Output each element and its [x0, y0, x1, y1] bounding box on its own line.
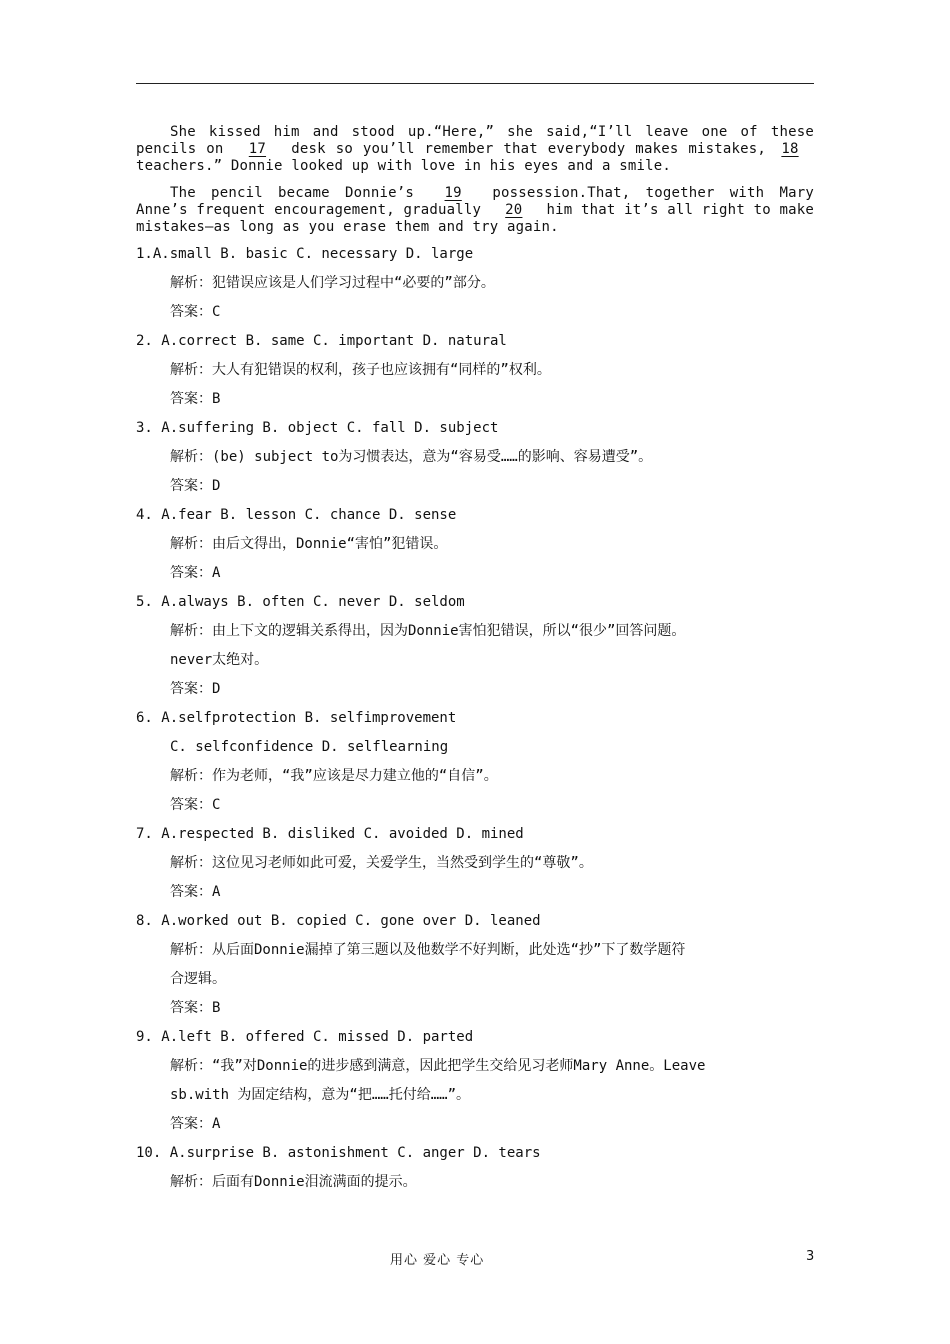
question-options: 2. A.correct B. same C. important D. natural: [136, 333, 507, 349]
question-answer: 答案：D: [170, 681, 221, 697]
question-explanation-continued: sb.with 为固定结构，意为“把……托付给……”。: [170, 1087, 471, 1103]
question-4: [136, 501, 814, 588]
question-answer: 答案：B: [170, 1000, 221, 1016]
question-options: 7. A.respected B. disliked C. avoided D. mined: [136, 826, 524, 842]
question-options: 5. A.always B. often C. never D. seldom: [136, 594, 465, 610]
question-answer: 答案：C: [170, 797, 221, 813]
question-options: 3. A.suffering B. object C. fall D. subject: [136, 420, 499, 436]
question-explanation: 解析：(be) subject to为习惯表达，意为“容易受……的影响、容易遭受”。: [170, 449, 653, 465]
question-options-continued: C. selfconfidence D. selflearning: [170, 739, 449, 755]
question-explanation-continued: never太绝对。: [170, 652, 269, 668]
blank-20: 20: [505, 202, 523, 218]
question-1: [136, 240, 814, 327]
question-8: [136, 907, 814, 1023]
question-answer: 答案：A: [170, 1116, 221, 1132]
question-explanation: 解析：大人有犯错误的权利，孩子也应该拥有“同样的”权利。: [170, 362, 551, 378]
header-rule: [136, 83, 814, 84]
question-explanation: 解析：“我”对Donnie的进步感到满意，因此把学生交给见习老师Mary Anne。Leave: [170, 1058, 706, 1074]
question-options: 10. A.surprise B. astonishment C. anger D. tears: [136, 1145, 541, 1161]
question-explanation: 解析：这位见习老师如此可爱，关爱学生，当然受到学生的“尊敬”。: [170, 855, 593, 871]
question-explanation-continued: 合逻辑。: [170, 971, 226, 987]
question-answer: 答案：D: [170, 478, 221, 494]
question-explanation: 解析：犯错误应该是人们学习过程中“必要的”部分。: [170, 275, 495, 291]
question-options: 4. A.fear B. lesson C. chance D. sense: [136, 507, 457, 523]
question-list: [136, 240, 814, 1197]
question-options: 6. A.selfprotection B. selfimprovement: [136, 710, 457, 726]
question-answer: 答案：B: [170, 391, 221, 407]
blank-19: 19: [444, 185, 462, 201]
passage-paragraph-1: She kissed him and stood up.“Here,” she said,“I’ll leave one of these pencils on 17 desk so you’ll remember that everybody makes mistakes, 18 teachers.” Donnie looked up with love in his eyes and a smile.: [136, 124, 814, 174]
question-explanation: 解析：由上下文的逻辑关系得出，因为Donnie害怕犯错误，所以“很少”回答问题。: [170, 623, 686, 639]
question-explanation: 解析：由后文得出，Donnie“害怕”犯错误。: [170, 536, 448, 552]
question-2: [136, 327, 814, 414]
passage-paragraph-2: The pencil became Donnie’s 19 possession.That, together with Mary Anne’s frequent encouragement, gradually 20 him that it’s all right to make mistakes—as long as you erase them and try again.: [136, 185, 814, 235]
question-3: [136, 414, 814, 501]
document-content: [136, 124, 814, 1197]
question-10: [136, 1139, 814, 1197]
page-number: 3: [806, 1249, 815, 1264]
question-options: 8. A.worked out B. copied C. gone over D. leaned: [136, 913, 541, 929]
question-answer: 答案：A: [170, 884, 221, 900]
blank-18: 18: [781, 141, 799, 157]
question-5: [136, 588, 814, 704]
blank-17: 17: [248, 141, 267, 157]
question-7: [136, 820, 814, 907]
question-answer: 答案：C: [170, 304, 221, 320]
question-explanation: 解析：从后面Donnie漏掉了第三题以及他数学不好判断，此处选“抄”下了数学题符: [170, 942, 686, 958]
question-explanation: 解析：作为老师，“我”应该是尽力建立他的“自信”。: [170, 768, 498, 784]
question-answer: 答案：A: [170, 565, 221, 581]
footer-motto: 用心 爱心 专心: [390, 1253, 485, 1268]
question-9: [136, 1023, 814, 1139]
question-options: 1.A.small B. basic C. necessary D. large: [136, 246, 474, 262]
question-explanation: 解析：后面有Donnie泪流满面的提示。: [170, 1174, 417, 1190]
question-6: [136, 704, 814, 820]
question-options: 9. A.left B. offered C. missed D. parted: [136, 1029, 474, 1045]
